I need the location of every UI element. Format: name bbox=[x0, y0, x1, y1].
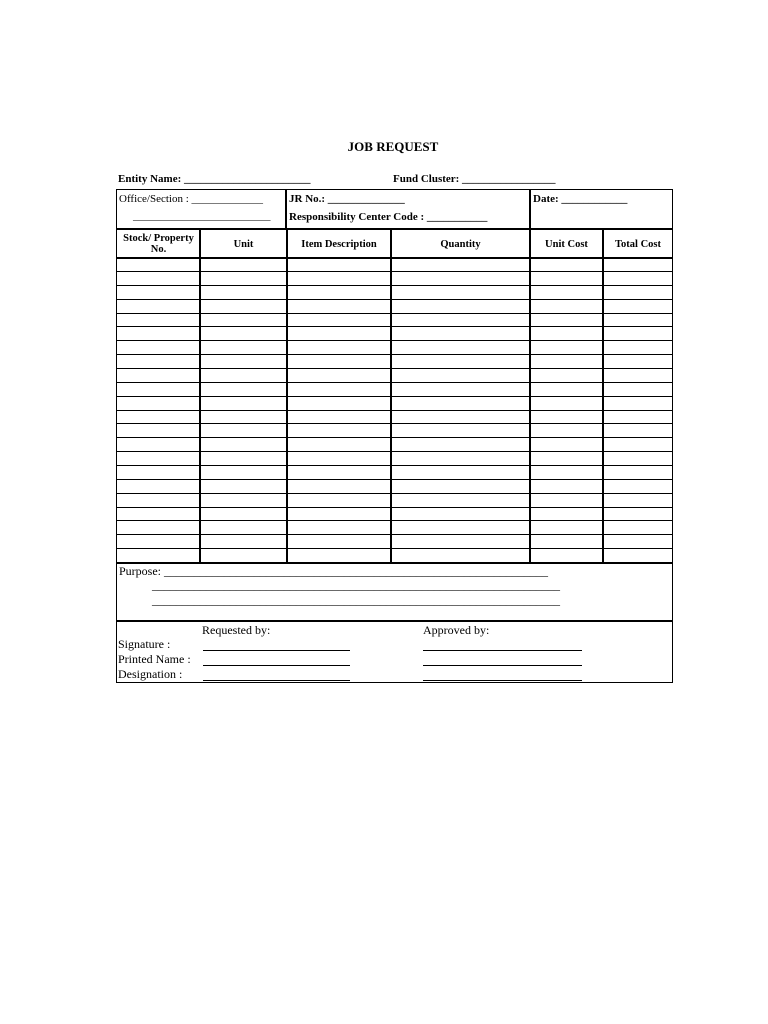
fund-cluster-field[interactable]: Fund Cluster: _________________ bbox=[393, 173, 556, 185]
column-header-quantity: Quantity bbox=[440, 238, 481, 250]
table-row[interactable] bbox=[117, 423, 672, 424]
table-row[interactable] bbox=[117, 437, 672, 438]
purpose-line[interactable]: ____________________________________________________________________ bbox=[152, 593, 560, 607]
purpose-line[interactable]: ____________________________________________________________________ bbox=[152, 578, 560, 592]
purpose-field[interactable]: Purpose: ________________________________________________________________ bbox=[119, 564, 548, 578]
table-row[interactable] bbox=[117, 299, 672, 300]
jr-no-field[interactable]: JR No.: ______________ bbox=[289, 193, 405, 205]
approved-by-label: Approved by: bbox=[423, 623, 490, 637]
table-row[interactable] bbox=[117, 410, 672, 411]
info-divider bbox=[529, 190, 531, 229]
table-row[interactable] bbox=[117, 493, 672, 494]
table-row[interactable] bbox=[117, 465, 672, 466]
table-row[interactable] bbox=[117, 340, 672, 341]
office-section-field[interactable]: Office/Section : _____________ bbox=[119, 193, 263, 205]
approved-designation-line[interactable] bbox=[423, 680, 582, 681]
approved-printed-name-line[interactable] bbox=[423, 665, 582, 666]
table-row[interactable] bbox=[117, 396, 672, 397]
table-row[interactable] bbox=[117, 548, 672, 549]
table-row[interactable] bbox=[117, 507, 672, 508]
table-row[interactable] bbox=[117, 313, 672, 314]
signature-label: Signature : bbox=[118, 637, 171, 651]
designation-label: Designation : bbox=[118, 667, 183, 681]
column-header-stock-property-no: Stock/ Property No. bbox=[123, 233, 194, 255]
form-title: JOB REQUEST bbox=[347, 139, 439, 154]
table-row[interactable] bbox=[117, 451, 672, 452]
requested-signature-line[interactable] bbox=[203, 650, 350, 651]
table-row[interactable] bbox=[117, 382, 672, 383]
table-row[interactable] bbox=[117, 271, 672, 272]
responsibility-center-code-field[interactable]: Responsibility Center Code : ___________ bbox=[289, 211, 488, 223]
table-row[interactable] bbox=[117, 326, 672, 327]
column-header-unit-cost: Unit Cost bbox=[545, 238, 588, 250]
table-row[interactable] bbox=[117, 368, 672, 369]
column-header-item-description: Item Description bbox=[301, 238, 377, 250]
divider bbox=[117, 620, 672, 622]
date-field[interactable]: Date: ____________ bbox=[533, 193, 628, 205]
approved-signature-line[interactable] bbox=[423, 650, 582, 651]
table-row[interactable] bbox=[117, 520, 672, 521]
entity-name-field[interactable]: Entity Name: _______________________ bbox=[118, 173, 311, 185]
office-section-line[interactable]: _________________________ bbox=[133, 210, 271, 222]
table-row[interactable] bbox=[117, 354, 672, 355]
table-row[interactable] bbox=[117, 534, 672, 535]
table-row[interactable] bbox=[117, 285, 672, 286]
requested-designation-line[interactable] bbox=[203, 680, 350, 681]
requested-by-label: Requested by: bbox=[202, 623, 271, 637]
table-row[interactable] bbox=[117, 479, 672, 480]
column-header-total-cost: Total Cost bbox=[615, 238, 661, 250]
job-request-form bbox=[116, 189, 673, 683]
requested-printed-name-line[interactable] bbox=[203, 665, 350, 666]
printed-name-label: Printed Name : bbox=[118, 652, 191, 666]
info-divider bbox=[285, 190, 287, 229]
column-header-unit: Unit bbox=[233, 238, 254, 250]
